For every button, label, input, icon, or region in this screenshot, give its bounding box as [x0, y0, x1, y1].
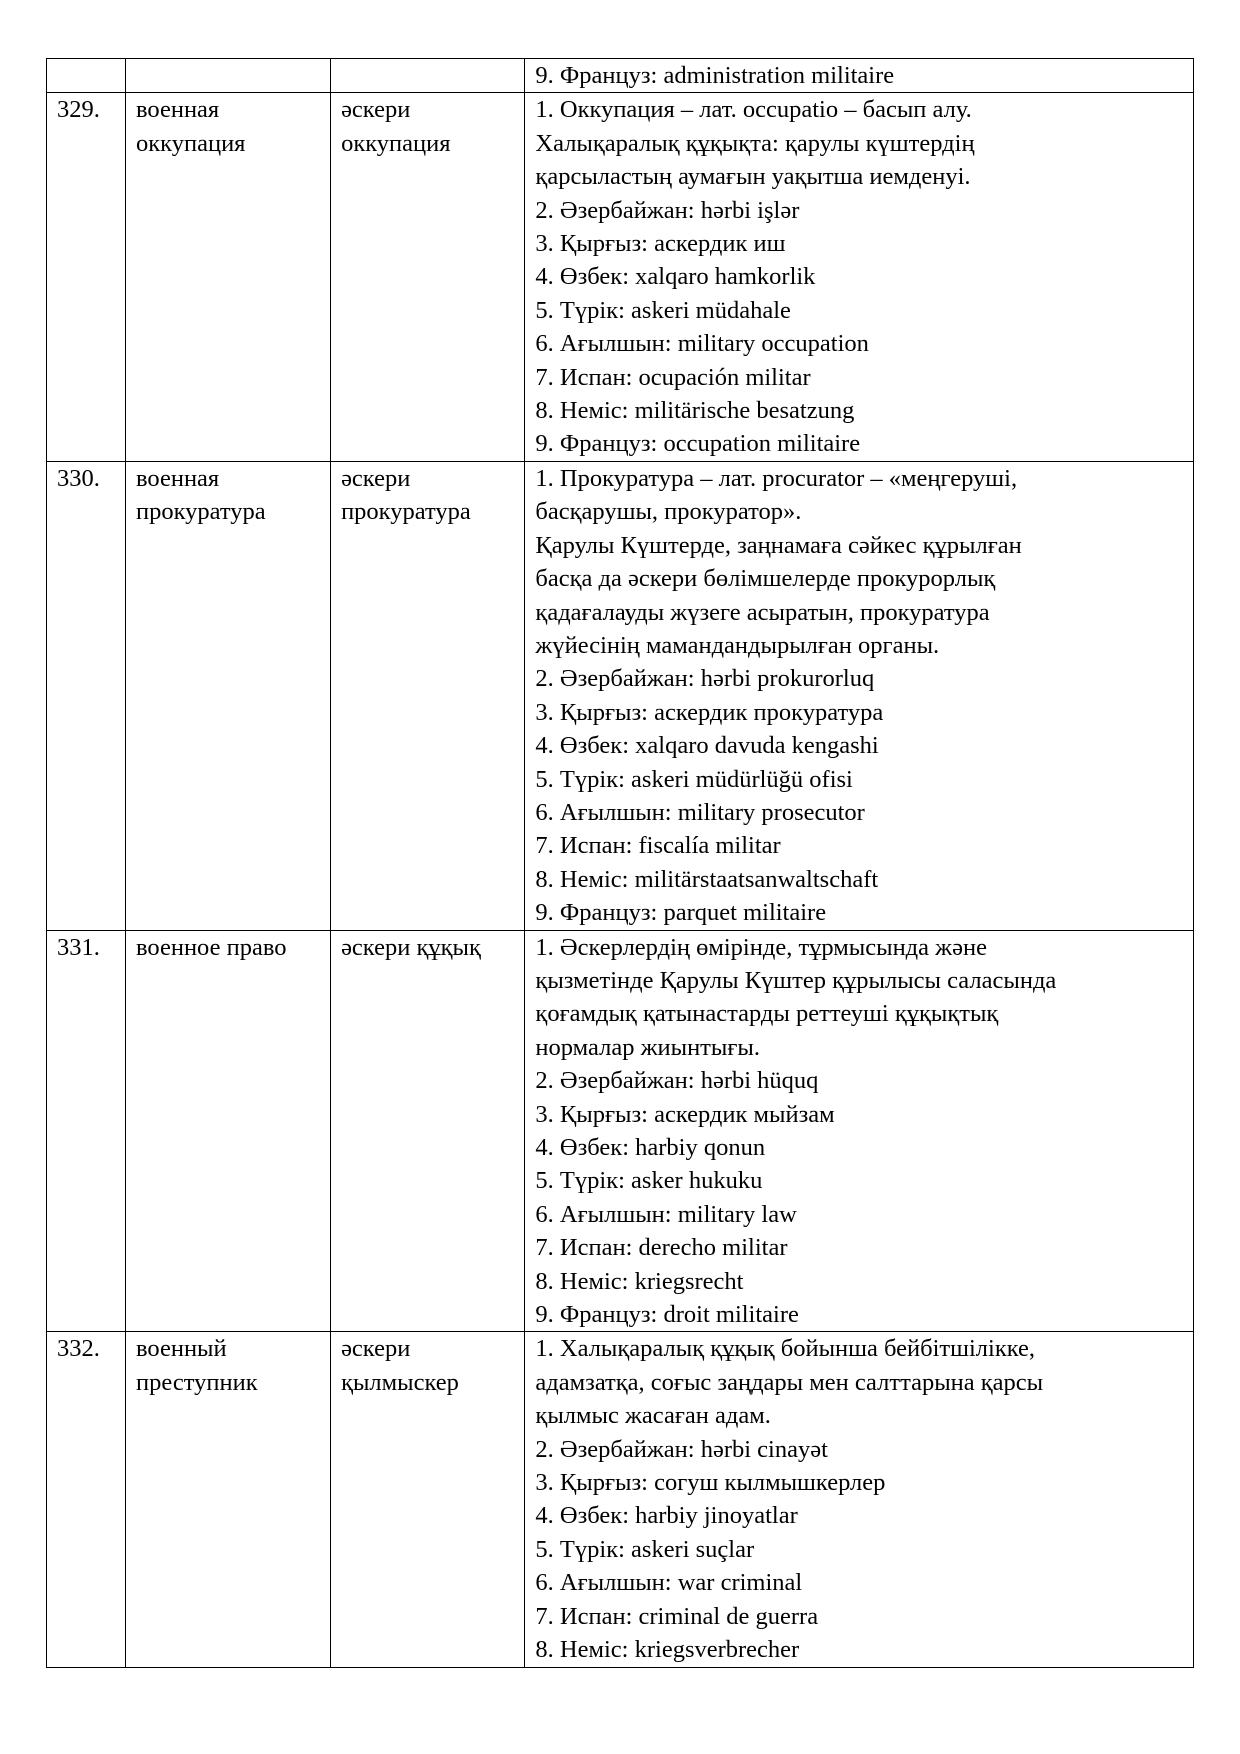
table-row	[47, 1332, 1194, 1667]
definition-line: 5. Түрік: askeri müdürlüğü ofisi	[535, 765, 853, 793]
definition-line: 5. Түрік: askeri müdahale	[535, 296, 791, 324]
definition-line: қадағалауды жүзеге асыратын, прокуратура	[535, 598, 990, 626]
russian-term-line: преступник	[136, 1368, 258, 1396]
definition-line: 9. Француз: administration militaire	[535, 62, 895, 89]
kazakh-term	[331, 461, 525, 930]
entry-number: 330.	[47, 461, 126, 930]
definition-line: 5. Түрік: askeri suçlar	[535, 1535, 755, 1563]
glossary-table	[46, 58, 1194, 1668]
definition-line: қарсыластың аумағын уақытша иемденуі.	[535, 163, 971, 191]
table-row	[47, 930, 1194, 1332]
definition-line: 8. Неміс: militärstaatsanwaltschaft	[535, 865, 879, 893]
definition-line: 7. Испан: derecho militar	[535, 1234, 788, 1262]
definition-line: 7. Испан: fiscalía militar	[535, 832, 781, 860]
definition	[525, 93, 1194, 461]
definition-line: 2. Әзербайжан: hərbi işlər	[535, 196, 800, 224]
entry-number: 331.	[47, 930, 126, 1332]
definition-line: 9. Француз: droit militaire	[535, 1301, 799, 1329]
definition-line: қоғамдық қатынастарды реттеуші құқықтық	[535, 1000, 999, 1028]
kazakh-term	[331, 59, 525, 93]
russian-term-line: военное право	[136, 933, 287, 961]
definition-line: 1. Халықаралық құқық бойынша бейбітшілікке,	[535, 1335, 1036, 1363]
kazakh-term-line: әскери құқық	[341, 933, 481, 961]
definition-line: 2. Әзербайжан: hərbi cinayət	[535, 1435, 828, 1463]
definition-line: 6. Ағылшын: military occupation	[535, 330, 869, 358]
russian-term-line: оккупация	[136, 129, 246, 157]
definition-line: 8. Неміс: militärische besatzung	[535, 397, 855, 425]
glossary-body	[47, 59, 1194, 1668]
definition-line: 5. Түрік: asker hukuku	[535, 1167, 763, 1195]
definition-line: 8. Неміс: kriegsrecht	[535, 1267, 744, 1295]
definition-line: нормалар жиынтығы.	[535, 1033, 760, 1061]
table-row	[47, 93, 1194, 461]
definition-line: қылмыс жасаған адам.	[535, 1402, 771, 1430]
definition-line: 2. Әзербайжан: hərbi prokurorluq	[535, 665, 875, 693]
entry-number: 332.	[47, 1332, 126, 1667]
definition-line: 1. Прокуратура – лат. procurator – «меңгеруші,	[535, 464, 1018, 492]
definition-line: 8. Неміс: kriegsverbrecher	[535, 1636, 800, 1664]
kazakh-term-line: әскери	[341, 96, 411, 124]
definition-line: 4. Өзбек: xalqaro hamkorlik	[535, 263, 816, 291]
definition-line: Халықаралық құқықта: қарулы күштердің	[535, 129, 975, 157]
definition-line: 3. Қырғыз: согуш кылмышкерлер	[535, 1469, 886, 1497]
definition	[525, 1332, 1194, 1667]
russian-term	[126, 59, 331, 93]
definition-line: басқа да әскери бөлімшелерде прокурорлық	[535, 565, 996, 593]
definition-line: 3. Қырғыз: аскердик прокуратура	[535, 698, 884, 726]
definition-line: 9. Француз: parquet militaire	[535, 899, 827, 927]
definition-line: Қарулы Күштерде, заңнамаға сәйкес құрылған	[535, 531, 1022, 559]
definition-line: қызметінде Қарулы Күштер құрылысы саласында	[535, 966, 1057, 994]
definition-line: 7. Испан: ocupación militar	[535, 363, 811, 391]
russian-term-line: военная	[136, 464, 220, 492]
definition-line: 7. Испан: criminal de guerra	[535, 1602, 819, 1630]
kazakh-term-line: әскери	[341, 464, 411, 492]
definition	[525, 59, 1194, 93]
definition	[525, 461, 1194, 930]
russian-term	[126, 930, 331, 1332]
definition	[525, 930, 1194, 1332]
definition-line: 6. Ағылшын: military law	[535, 1200, 797, 1228]
definition-line: 1. Әскерлердің өмірінде, тұрмысында және	[535, 933, 987, 961]
table-row	[47, 59, 1194, 93]
definition-line: 9. Француз: occupation militaire	[535, 430, 861, 458]
definition-line: жүйесінің мамандандырылған органы.	[535, 631, 940, 659]
russian-term	[126, 461, 331, 930]
kazakh-term-line: прокуратура	[341, 498, 471, 526]
definition-line: адамзатқа, соғыс заңдары мен салттарына қарсы	[535, 1368, 1044, 1396]
definition-line: 2. Әзербайжан: hərbi hüquq	[535, 1067, 819, 1095]
russian-term-line: военная	[136, 96, 220, 124]
definition-line: 4. Өзбек: harbiy qonun	[535, 1134, 766, 1161]
table-row	[47, 461, 1194, 930]
entry-number: 329.	[47, 93, 126, 461]
kazakh-term	[331, 1332, 525, 1667]
definition-line: 6. Ағылшын: military prosecutor	[535, 798, 865, 826]
definition-line: 6. Ағылшын: war criminal	[535, 1569, 803, 1597]
definition-line: 4. Өзбек: xalqaro davuda kengashi	[535, 732, 879, 760]
definition-line: 3. Қырғыз: аскердик мыйзам	[535, 1100, 835, 1128]
russian-term	[126, 93, 331, 461]
russian-term	[126, 1332, 331, 1667]
russian-term-line: прокуратура	[136, 498, 266, 526]
kazakh-term	[331, 93, 525, 461]
definition-line: 1. Оккупация – лат. occupatio – басып алу.	[535, 96, 972, 124]
definition-line: басқарушы, прокуратор».	[535, 498, 802, 526]
definition-line: 3. Қырғыз: аскердик иш	[535, 230, 786, 258]
definition-line: 4. Өзбек: harbiy jinoyatlar	[535, 1502, 798, 1530]
russian-term-line: военный	[136, 1335, 227, 1363]
kazakh-term-line: оккупация	[341, 129, 451, 157]
kazakh-term-line: әскери	[341, 1335, 411, 1363]
kazakh-term	[331, 930, 525, 1332]
entry-number	[47, 59, 126, 93]
kazakh-term-line: қылмыскер	[341, 1368, 459, 1396]
